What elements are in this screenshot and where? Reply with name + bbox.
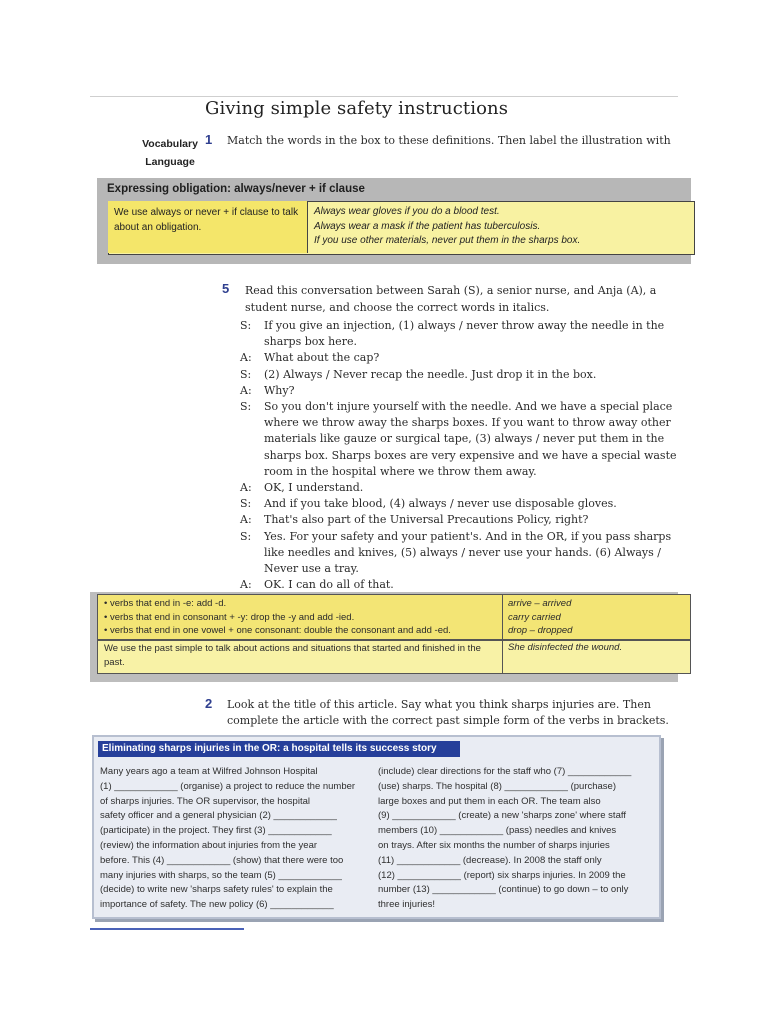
speaker-label: S: — [240, 529, 252, 543]
article-line: members (10) ____________ (pass) needles and knives — [378, 825, 617, 837]
article-heading: Eliminating sharps injuries in the OR: a hospital tells its success story — [98, 741, 460, 757]
speaker-label: A: — [240, 578, 252, 592]
article-line: before. This (4) ____________ (show) that there were too — [100, 854, 344, 866]
speaker-label — [240, 561, 264, 577]
spelling-example: carry carried — [508, 611, 561, 623]
conversation-line — [240, 334, 700, 350]
past-simple-rules — [104, 597, 499, 638]
blue-rule — [90, 928, 244, 930]
grammar-example: Always wear a mask if the patient has tuberculosis. — [314, 220, 541, 232]
past-simple-examples — [508, 597, 688, 638]
spelling-rule: • verbs that end in -e: add -d. — [104, 598, 227, 609]
line-text: If you give an injection, (1) always / never throw away the needle in the — [264, 319, 665, 332]
conversation-line — [240, 350, 700, 366]
line-text: And if you take blood, (4) always / never use disposable gloves. — [264, 497, 617, 511]
conversation — [240, 318, 700, 593]
article-line: importance of safety. The new policy (6) ____________ — [100, 899, 334, 911]
speaker-label: A: — [240, 513, 252, 527]
conversation-line — [240, 431, 700, 447]
line-text: materials like gauze or surgical tape, (3) always / never put them in the — [264, 432, 665, 446]
speaker-label: S: — [240, 400, 252, 414]
exercise-number-2: 2 — [205, 696, 213, 711]
speaker-label — [240, 464, 264, 480]
line-text: OK. I can do all of that. — [264, 578, 394, 592]
conversation-line — [240, 496, 700, 512]
conversation-line — [240, 448, 700, 464]
conversation-line — [240, 399, 700, 415]
conversation-line — [240, 545, 700, 561]
speaker-label: A: — [240, 383, 252, 397]
grammar-box-examples — [314, 205, 689, 249]
exercise-5-instruction — [245, 282, 685, 316]
exercise-1-instruction: Match the words in the box to these definitions. Then label the illustration with — [227, 134, 671, 147]
grammar-example: Always wear gloves if you do a blood test. — [314, 206, 500, 217]
line-text: Yes. For your safety and your patient's. And in the OR, if you pass sharps — [264, 529, 672, 543]
article-line: safety officer and a general physician (2) ____________ — [100, 810, 337, 822]
table-divider — [502, 594, 503, 640]
speaker-label: S: — [240, 497, 252, 511]
grammar-box-title: Expressing obligation: always/never + if clause — [107, 183, 365, 195]
article-line: large boxes and put them in each OR. The team also — [378, 795, 601, 807]
exercise-number-1: 1 — [205, 132, 213, 147]
speaker-label — [240, 334, 264, 350]
spelling-example: arrive – arrived — [508, 598, 572, 609]
article-column-1 — [100, 765, 365, 913]
speaker-label — [240, 415, 264, 431]
instruction-line: complete the article with the correct past simple form of the verbs in brackets. — [227, 714, 669, 727]
article-line: many injuries with sharps, so the team (5) ____________ — [100, 869, 342, 881]
conversation-line — [240, 480, 700, 496]
exercise-2-instruction — [227, 697, 687, 729]
line-text: What about the cap? — [264, 351, 380, 365]
line-text: sharps box. Sharps boxes are very expensive and we have a special waste — [264, 448, 677, 462]
conversation-line — [240, 529, 700, 545]
table-divider — [502, 640, 503, 674]
article-line: (1) ____________ (organise) a project to reduce the number — [100, 780, 356, 792]
speaker-label — [240, 448, 264, 464]
conversation-line — [240, 561, 700, 577]
section-label-vocabulary: Vocabulary — [142, 138, 198, 150]
speaker-label: S: — [240, 367, 252, 381]
article-line: (include) clear directions for the staff who (7) ____________ — [378, 766, 632, 777]
line-text: Why? — [264, 383, 295, 397]
article-line: number (13) ____________ (continue) to go down – to only — [378, 884, 629, 896]
line-text: room in the hospital where we throw them away. — [264, 464, 537, 478]
line-text: Never use a tray. — [264, 562, 359, 576]
page-title: Giving simple safety instructions — [205, 98, 509, 119]
article-line: of sharps injuries. The OR supervisor, the hospital — [100, 795, 310, 807]
instruction-line: Read this conversation between Sarah (S), a senior nurse, and Anja (A), a — [245, 284, 657, 297]
line-text: That's also part of the Universal Precautions Policy, right? — [264, 513, 589, 527]
section-label-language: Language — [145, 156, 195, 168]
line-text: So you don't injure yourself with the needle. And we have a special place — [264, 400, 673, 414]
conversation-line — [240, 367, 700, 383]
grammar-box-rule: We use always or never + if clause to talk about an obligation. — [114, 207, 299, 233]
speaker-label: A: — [240, 481, 252, 495]
conversation-line — [240, 464, 700, 480]
article-line: (9) ____________ (create) a new 'sharps zone' where staff — [378, 810, 626, 822]
article-line: Many years ago a team at Wilfred Johnson Hospital — [100, 766, 318, 777]
page-top-rule — [90, 96, 678, 97]
speaker-label — [240, 545, 264, 561]
speaker-label: A: — [240, 351, 252, 365]
spelling-example: drop – dropped — [508, 625, 573, 636]
conversation-line — [240, 512, 700, 528]
article-line: three injuries! — [378, 899, 436, 911]
conversation-line — [240, 415, 700, 431]
line-text: where we throw away the sharps boxes. If you want to throw away other — [264, 416, 671, 430]
article-line: (decide) to write new 'sharps safety rules' to explain the — [100, 884, 333, 896]
line-text: (2) Always / Never recap the needle. Just drop it in the box. — [264, 367, 597, 381]
instruction-line: Look at the title of this article. Say what you think sharps injuries are. Then — [227, 698, 651, 711]
past-simple-usage: We use the past simple to talk about actions and situations that started and finished in the past. — [104, 643, 481, 668]
section-label — [130, 135, 210, 171]
article-line: (12) ____________ (report) six sharps injuries. In 2009 the — [378, 869, 626, 881]
past-simple-usage-example: She disinfected the wound. — [508, 642, 623, 653]
speaker-label — [240, 431, 264, 447]
article-line: on trays. After six months the number of sharps injuries — [378, 839, 610, 851]
article-column-2 — [378, 765, 648, 913]
article-line: (11) ____________ (decrease). In 2008 the staff only — [378, 854, 602, 866]
spelling-rule: • verbs that end in one vowel + one consonant: double the consonant and add -ed. — [104, 625, 451, 636]
line-text: OK, I understand. — [264, 481, 364, 495]
article-line: (review) the information about injuries from the year — [100, 839, 318, 851]
grammar-example: If you use other materials, never put them in the sharps box. — [314, 235, 581, 246]
conversation-line — [240, 318, 700, 334]
line-text: sharps box here. — [264, 335, 357, 349]
conversation-line — [240, 383, 700, 399]
article-line: (use) sharps. The hospital (8) ____________ (purchase) — [378, 780, 616, 792]
line-text: like needles and knives, (5) always / never use your hands. (6) Always / — [264, 545, 661, 559]
exercise-number-5: 5 — [222, 281, 230, 296]
article-line: (participate) in the project. They first (3) ____________ — [100, 825, 332, 837]
speaker-label: S: — [240, 319, 252, 332]
spelling-rule: • verbs that end in consonant + -y: drop the -y and add -ied. — [104, 611, 355, 623]
instruction-line: student nurse, and choose the correct words in italics. — [245, 301, 550, 314]
